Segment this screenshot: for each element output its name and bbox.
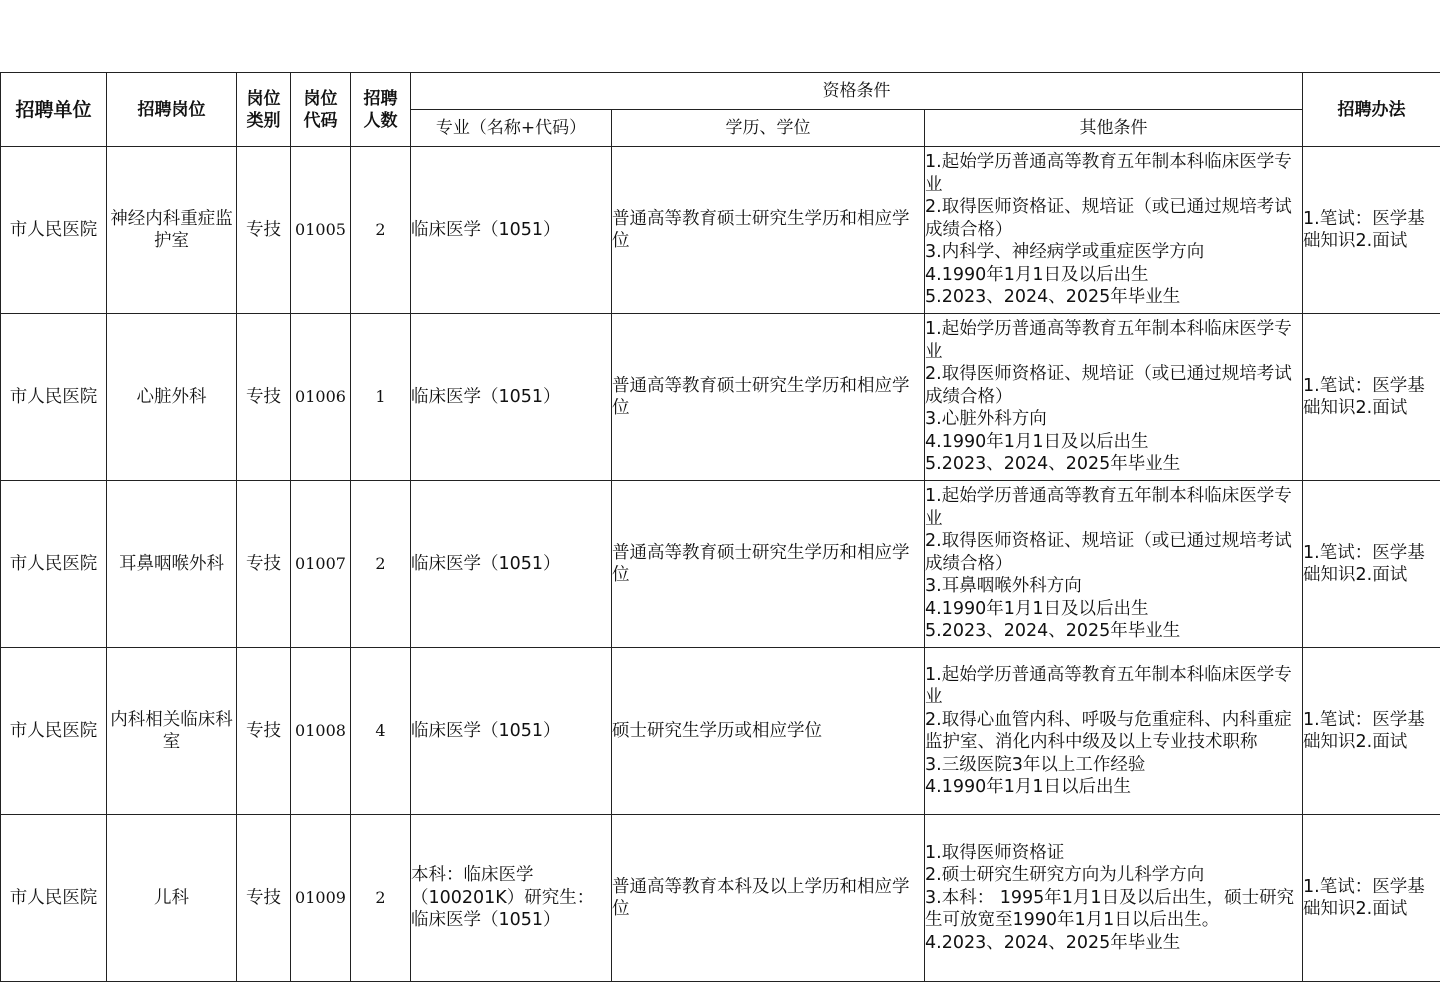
cell-method: 1.笔试：医学基础知识2.面试	[1303, 314, 1440, 481]
other-condition-line: 5.2023、2024、2025年毕业生	[925, 621, 1181, 642]
cell-unit: 市人民医院	[1, 314, 107, 481]
cell-code: 01009	[291, 815, 351, 982]
cell-count: 2	[351, 815, 411, 982]
other-condition-line: 3.内科学、神经病学或重症医学方向	[925, 242, 1205, 263]
cell-category: 专技	[237, 314, 291, 481]
header-category-text: 岗位类别	[246, 88, 281, 131]
other-condition-line: 3.三级医院3年以上工作经验	[925, 754, 1146, 775]
cell-code: 01008	[291, 648, 351, 815]
cell-other	[925, 648, 1303, 815]
other-condition-line: 5.2023、2024、2025年毕业生	[925, 287, 1181, 308]
other-condition-line: 1.起始学历普通高等教育五年制本科临床医学专业	[925, 152, 1292, 195]
cell-education: 普通高等教育本科及以上学历和相应学位	[612, 815, 925, 982]
cell-education: 硕士研究生学历或相应学位	[612, 648, 925, 815]
cell-code: 01005	[291, 147, 351, 314]
other-condition-line: 3.本科： 1995年1月1日及以后出生，硕士研究生可放宽至1990年1月1日以后出生。	[925, 887, 1295, 931]
cell-other	[925, 481, 1303, 648]
cell-count: 2	[351, 481, 411, 648]
cell-other	[925, 147, 1303, 314]
other-condition-line: 2.取得医师资格证、规培证（或已通过规培考试成绩合格）	[925, 531, 1292, 574]
other-condition-line: 2.硕士研究生研究方向为儿科学方向	[925, 865, 1205, 886]
cell-code: 01007	[291, 481, 351, 648]
other-condition-line: 1.起始学历普通高等教育五年制本科临床医学专业	[925, 664, 1292, 707]
header-count-text: 招聘人数	[363, 88, 398, 131]
bottom-margin	[0, 984, 1440, 1003]
table-row	[1, 147, 1440, 314]
other-condition-line: 4.2023、2024、2025年毕业生	[925, 932, 1181, 953]
cell-position: 心脏外科	[107, 314, 237, 481]
cell-major: 临床医学（1051）	[411, 481, 612, 648]
other-condition-line: 3.心脏外科方向	[925, 409, 1047, 430]
other-condition-line: 3.耳鼻咽喉外科方向	[925, 576, 1082, 597]
other-condition-line: 2.取得心血管内科、呼吸与危重症科、内科重症监护室、消化内科中级及以上专业技术职称	[925, 709, 1292, 752]
cell-count: 1	[351, 314, 411, 481]
other-condition-line: 1.取得医师资格证	[925, 842, 1065, 863]
cell-position: 内科相关临床科室	[107, 648, 237, 815]
header-category	[237, 73, 291, 147]
cell-major: 临床医学（1051）	[411, 314, 612, 481]
cell-unit: 市人民医院	[1, 481, 107, 648]
cell-major: 临床医学（1051）	[411, 648, 612, 815]
cell-count: 2	[351, 147, 411, 314]
cell-major: 本科：临床医学（100201K）研究生：临床医学（1051）	[411, 815, 612, 982]
cell-unit: 市人民医院	[1, 648, 107, 815]
recruitment-table	[0, 72, 1440, 982]
cell-position: 儿科	[107, 815, 237, 982]
header-other: 其他条件	[925, 110, 1303, 147]
other-condition-line: 1.起始学历普通高等教育五年制本科临床医学专业	[925, 486, 1292, 529]
cell-method: 1.笔试：医学基础知识2.面试	[1303, 481, 1440, 648]
cell-other	[925, 815, 1303, 982]
cell-position: 神经内科重症监护室	[107, 147, 237, 314]
cell-method: 1.笔试：医学基础知识2.面试	[1303, 147, 1440, 314]
other-condition-line: 4.1990年1月1日以后出生	[925, 777, 1132, 797]
cell-code: 01006	[291, 314, 351, 481]
cell-count: 4	[351, 648, 411, 815]
cell-education: 普通高等教育硕士研究生学历和相应学位	[612, 147, 925, 314]
other-condition-line: 5.2023、2024、2025年毕业生	[925, 454, 1181, 475]
other-condition-line: 4.1990年1月1日及以后出生	[925, 431, 1149, 452]
other-condition-line: 1.起始学历普通高等教育五年制本科临床医学专业	[925, 319, 1292, 362]
cell-other	[925, 314, 1303, 481]
cell-category: 专技	[237, 147, 291, 314]
cell-method: 1.笔试：医学基础知识2.面试	[1303, 815, 1440, 982]
cell-category: 专技	[237, 481, 291, 648]
cell-method: 1.笔试：医学基础知识2.面试	[1303, 648, 1440, 815]
header-qualification: 资格条件	[411, 73, 1303, 110]
header-code-text: 岗位代码	[303, 88, 338, 131]
cell-major: 临床医学（1051）	[411, 147, 612, 314]
header-row-top	[1, 73, 1440, 110]
cell-position: 耳鼻咽喉外科	[107, 481, 237, 648]
cell-unit: 市人民医院	[1, 815, 107, 982]
header-code	[291, 73, 351, 147]
header-unit: 招聘单位	[1, 73, 107, 147]
cell-unit: 市人民医院	[1, 147, 107, 314]
table-row	[1, 815, 1440, 982]
header-position: 招聘岗位	[107, 73, 237, 147]
header-major: 专业（名称+代码）	[411, 110, 612, 147]
cell-category: 专技	[237, 815, 291, 982]
header-method: 招聘办法	[1303, 73, 1440, 147]
other-condition-line: 4.1990年1月1日及以后出生	[925, 264, 1149, 285]
other-condition-line: 4.1990年1月1日及以后出生	[925, 598, 1149, 619]
table-row	[1, 481, 1440, 648]
header-count	[351, 73, 411, 147]
header-education: 学历、学位	[612, 110, 925, 147]
other-condition-line: 2.取得医师资格证、规培证（或已通过规培考试成绩合格）	[925, 364, 1292, 407]
cell-category: 专技	[237, 648, 291, 815]
table-row	[1, 648, 1440, 815]
cell-education: 普通高等教育硕士研究生学历和相应学位	[612, 314, 925, 481]
other-condition-line: 2.取得医师资格证、规培证（或已通过规培考试成绩合格）	[925, 197, 1292, 240]
table-row	[1, 314, 1440, 481]
cell-education: 普通高等教育硕士研究生学历和相应学位	[612, 481, 925, 648]
